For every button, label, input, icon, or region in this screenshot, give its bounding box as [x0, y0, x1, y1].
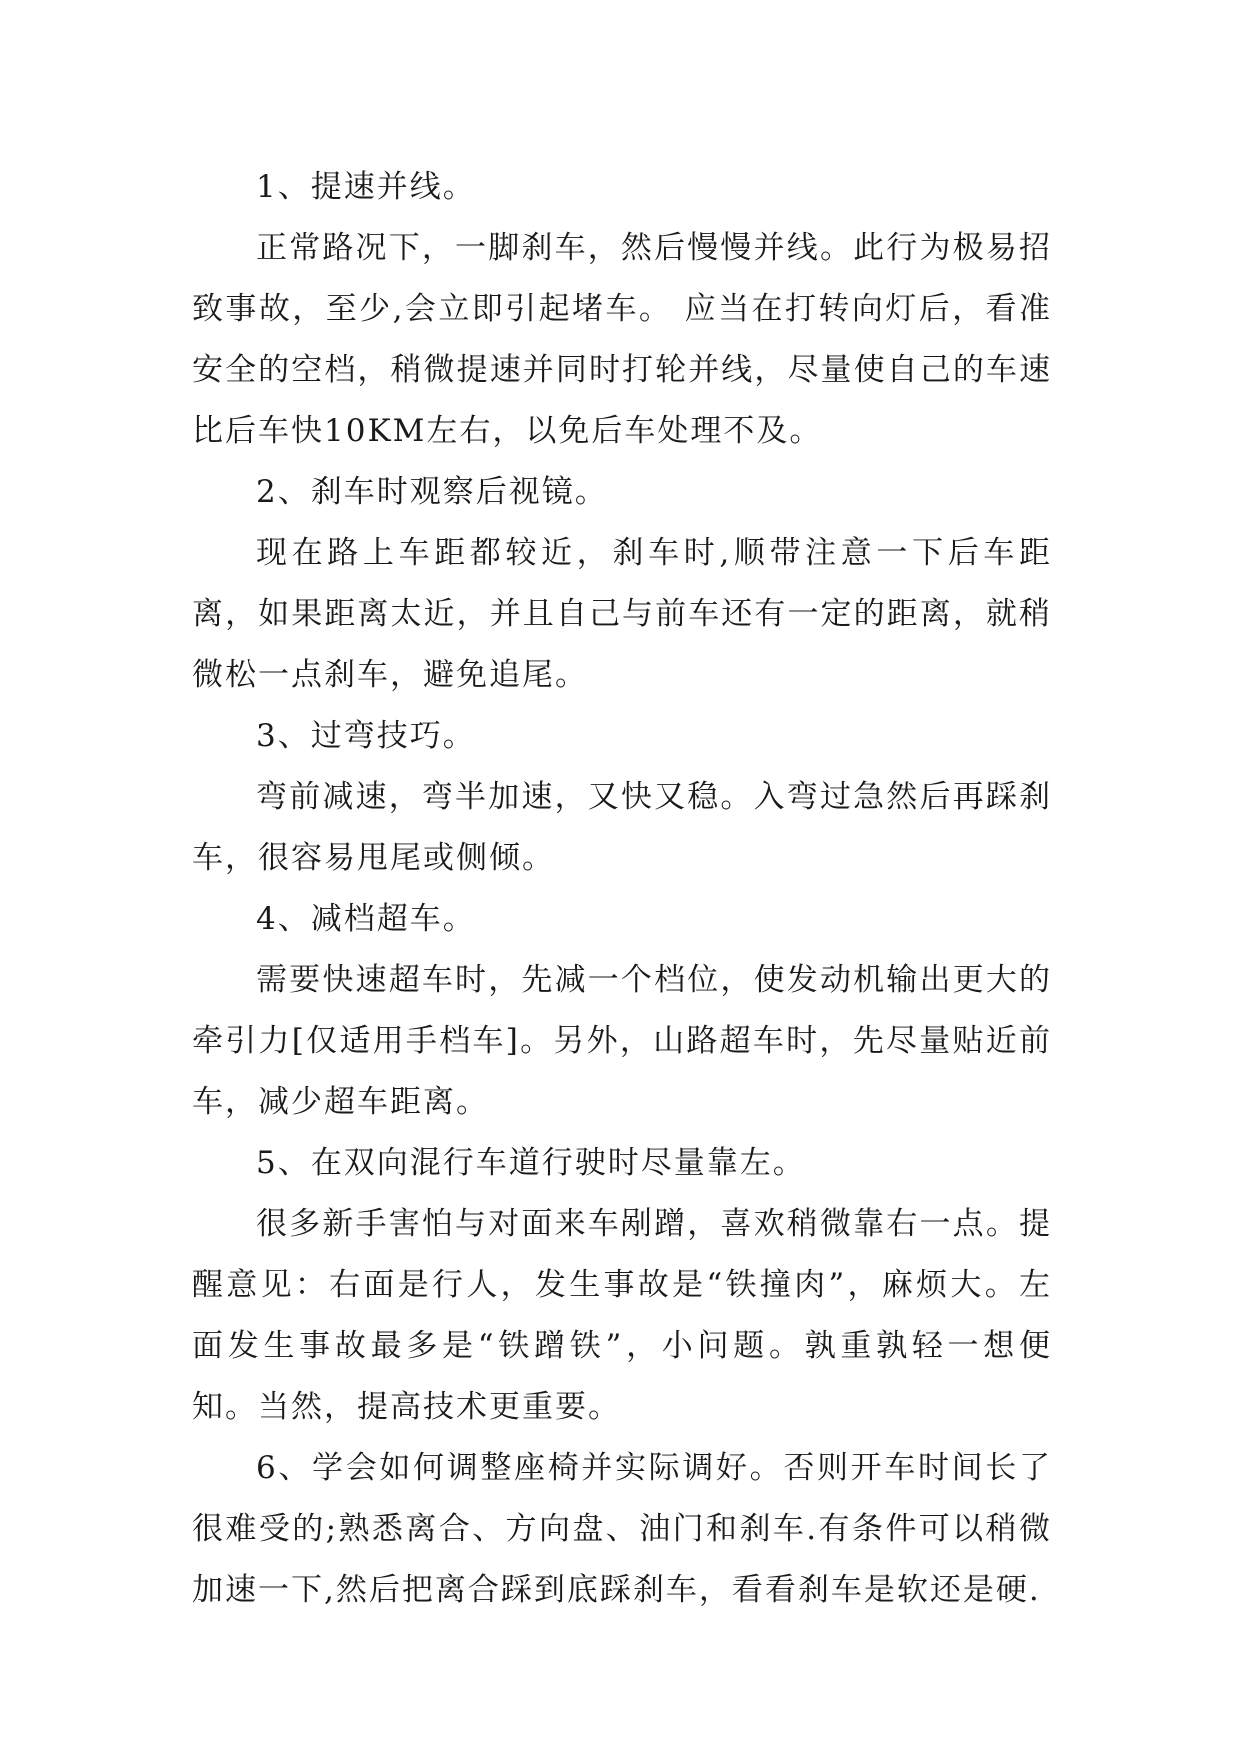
section-heading-1: 1、提速并线。: [256, 169, 476, 205]
section-body-4: 需要快速超车时，先减一个档位，使发动机输出更大的牵引力[仅适用手档车]。另外，山路超车时，先尽量贴近前车，减少超车距离。: [192, 962, 1052, 1120]
section-heading-4: 4、减档超车。: [256, 901, 476, 937]
document-body: [192, 157, 1052, 1621]
section-body-1: 正常路况下，一脚刹车，然后慢慢并线。此行为极易招致事故，至少,会立即引起堵车。 应当在打转向灯后，看准安全的空档，稍微提速并同时打轮并线，尽量使自己的车速比后车快10KM左右，以免后车处理不及。: [192, 230, 1052, 449]
section-heading-2: 2、刹车时观察后视镜。: [256, 474, 608, 510]
section-body-5: 很多新手害怕与对面来车剐蹭，喜欢稍微靠右一点。提醒意见：右面是行人，发生事故是“铁撞肉”，麻烦大。左面发生事故最多是“铁蹭铁”，小问题。孰重孰轻一想便知。当然，提高技术更重要。: [192, 1206, 1052, 1425]
section-6-paragraph: 6、学会如何调整座椅并实际调好。否则开车时间长了很难受的;熟悉离合、方向盘、油门和刹车.有条件可以稍微加速一下,然后把离合踩到底踩刹车，看看刹车是软还是硬.: [192, 1450, 1052, 1608]
section-body-3: 弯前减速，弯半加速，又快又稳。入弯过急然后再踩刹车，很容易甩尾或侧倾。: [192, 779, 1052, 876]
section-body-2: 现在路上车距都较近，刹车时,顺带注意一下后车距离，如果距离太近，并且自己与前车还有一定的距离，就稍微松一点刹车，避免追尾。: [192, 535, 1052, 693]
section-heading-3: 3、过弯技巧。: [256, 718, 476, 754]
section-heading-5: 5、在双向混行车道行驶时尽量靠左。: [256, 1145, 806, 1181]
